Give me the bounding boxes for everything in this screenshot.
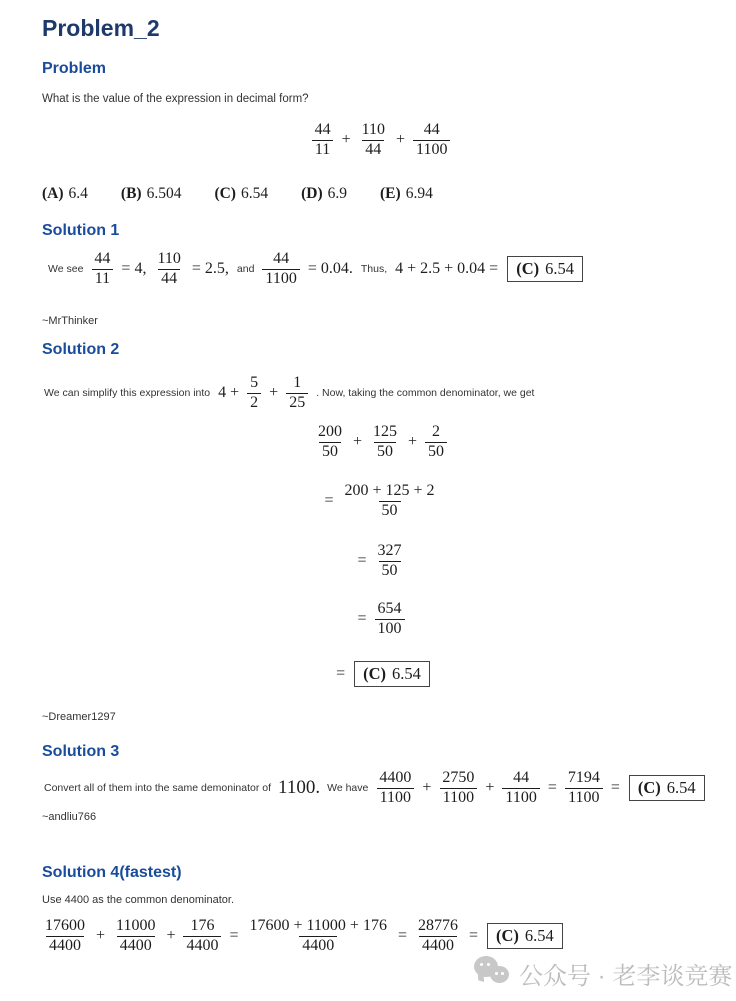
equals-operator: =: [357, 610, 367, 628]
choice-d: (D) 6.9: [301, 185, 348, 202]
fraction: $\frac{11000}{4400}$: [116, 917, 156, 954]
fraction: $\frac{327}{50}$: [377, 542, 402, 579]
math-text: 1100.: [278, 777, 321, 799]
fraction: $\frac{654}{100}$: [375, 600, 405, 639]
math-text: = 2.5,: [191, 260, 229, 278]
solution2-eq-line3: [42, 542, 720, 581]
equals-operator: =: [229, 927, 239, 945]
fraction: $\frac{7194}{1100}$: [565, 769, 603, 808]
problem-question: What is the value of the expression in decimal form?: [42, 93, 309, 105]
text: Convert all of them into the same demoninator of: [44, 782, 272, 795]
math-text: = 0.04.: [307, 260, 353, 278]
fraction: $\frac{44}{11}$: [91, 250, 113, 289]
solution1-line: [44, 250, 583, 289]
plus-operator: +: [396, 131, 406, 149]
plus-operator: +: [422, 779, 432, 797]
solution3-line: [40, 769, 705, 808]
solution2-author: ~Dreamer1297: [42, 711, 116, 723]
solution1-author: ~MrThinker: [42, 315, 98, 327]
solution4-line: [38, 917, 563, 956]
boxed-answer: (C) 6.54: [507, 256, 583, 282]
fraction: $\frac{110}{44}$: [361, 121, 385, 158]
fraction: $\frac{110}{44}$: [157, 250, 181, 287]
text: We see: [48, 263, 84, 276]
answer-choices: [42, 185, 433, 203]
equals-operator: =: [336, 665, 346, 682]
text: . Now, taking the common denominator, we get: [316, 387, 535, 400]
fraction: $\frac{125}{50}$: [373, 423, 397, 460]
equals-operator: =: [324, 492, 334, 510]
fraction: $\frac{200 + 125 + 2}{50}$: [344, 482, 435, 519]
equals-operator: =: [547, 779, 557, 797]
plus-operator: +: [166, 927, 176, 945]
fraction: $\frac{2}{50}$: [425, 423, 447, 462]
plus-operator: +: [341, 131, 351, 149]
equals-operator: =: [468, 927, 479, 945]
plus-operator: +: [96, 927, 106, 945]
fraction: $\frac{17600}{4400}$: [45, 917, 85, 954]
choice-a: (A) 6.4: [42, 185, 88, 202]
fraction: $\frac{200}{50}$: [317, 423, 342, 460]
fraction: $\frac{44}{1100}$: [262, 250, 299, 289]
fraction: $\frac{176}{4400}$: [183, 917, 221, 956]
solution3-author: ~andliu766: [42, 811, 97, 823]
fraction: $\frac{44}{1100}$: [502, 769, 539, 808]
boxed-answer: (C) 6.54: [629, 775, 705, 801]
fraction: $\frac{2750}{1100}$: [439, 769, 477, 808]
fraction: $\frac{5}{2}$: [247, 374, 261, 413]
equals-operator: =: [397, 927, 407, 945]
fraction: $\frac{1}{25}$: [286, 374, 308, 413]
choice-e: (E) 6.94: [380, 185, 433, 202]
math-text: 4 +: [218, 384, 240, 402]
fraction: $\frac{44}{11}$: [312, 121, 334, 160]
solution2-eq-line5: [42, 661, 720, 687]
solution2-eq-line4: [42, 600, 720, 639]
solution2-heading: Solution 2: [42, 341, 120, 358]
choice-c: (C) 6.54: [214, 185, 269, 202]
solution2-intro: [40, 374, 538, 413]
fraction: $\frac{4400}{1100}$: [376, 769, 414, 808]
problem-heading: Problem: [42, 60, 107, 77]
plus-operator: +: [352, 433, 362, 451]
watermark-text: 公众号 · 老李谈竞赛: [519, 963, 733, 990]
boxed-answer: (C) 6.54: [487, 923, 563, 949]
text: and: [236, 263, 255, 276]
math-text: 4 + 2.5 + 0.04 =: [395, 260, 499, 278]
plus-operator: +: [408, 433, 418, 451]
text: We can simplify this expression into: [44, 387, 211, 400]
solution4-text: Use 4400 as the common denominator.: [42, 894, 235, 906]
plus-operator: +: [269, 384, 279, 402]
choice-b: (B) 6.504: [120, 185, 182, 202]
plus-operator: +: [485, 779, 495, 797]
solution2-eq-line2: [42, 482, 720, 521]
page-title: Problem_2: [42, 15, 160, 41]
fraction: $\frac{17600 + 11000 + 176}{4400}$: [249, 917, 387, 954]
text: We have: [327, 782, 369, 795]
problem-expression: [42, 121, 720, 160]
fraction: $\frac{28776}{4400}$: [417, 917, 458, 954]
boxed-answer: (C) 6.54: [354, 661, 430, 687]
solution4-heading: Solution 4(fastest): [42, 864, 182, 881]
text: Thus,: [360, 263, 388, 276]
math-text: = 4,: [121, 260, 147, 278]
solution3-heading: Solution 3: [42, 743, 120, 760]
equals-operator: =: [357, 552, 367, 570]
wechat-icon: [474, 956, 514, 990]
solution1-heading: Solution 1: [42, 222, 120, 239]
solution2-eq-line1: [42, 423, 720, 462]
equals-operator: =: [610, 779, 620, 797]
fraction: $\frac{44}{1100}$: [413, 121, 450, 160]
